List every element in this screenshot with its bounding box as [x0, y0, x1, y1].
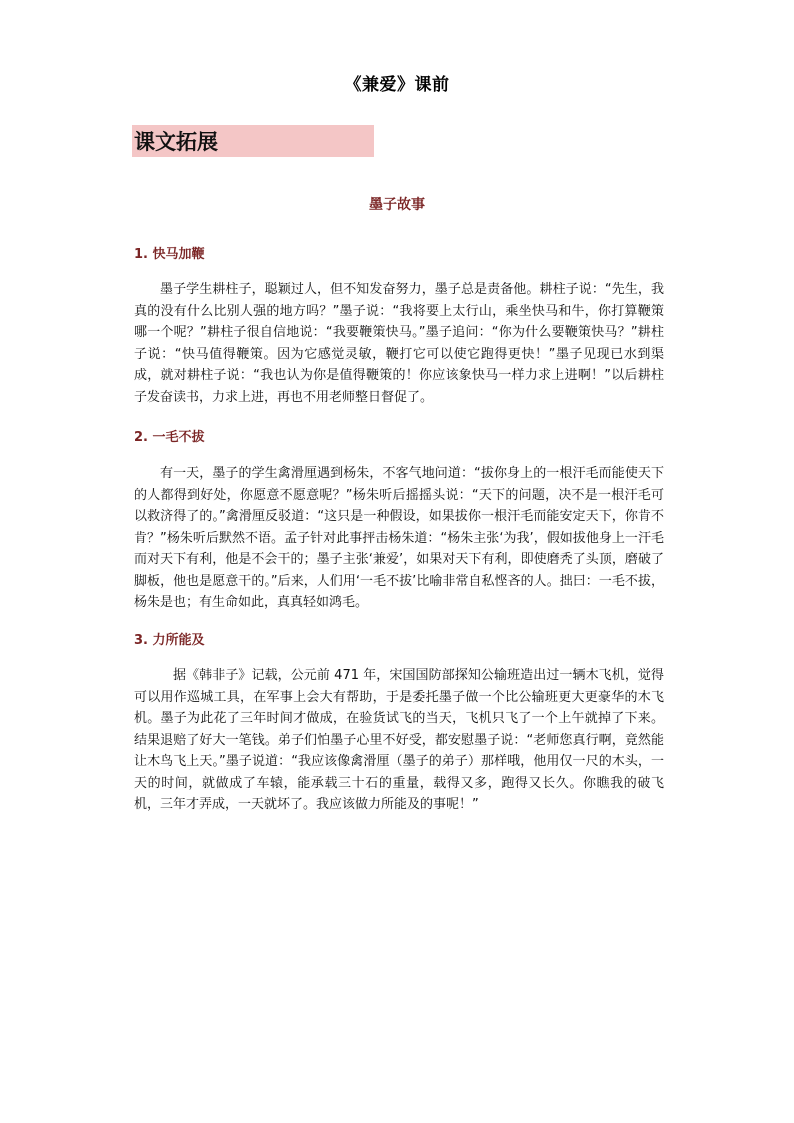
- section-paragraph-3: 据《韩非子》记载，公元前 471 年，宋国国防部探知公输班造出过一辆木飞机，觉得可以用作巡城工具，在军事上会大有帮助，于是委托墨子做一个比公输班更大更豪华的木飞机。墨子为此花了三年时间才做成，在验货试飞的当天，飞机只飞了一个上午就掉了下来。结果退赔了好大一笔钱。弟子们怕墨子心里不好受，都安慰墨子说：“老师您真行啊，竟然能让木鸟飞上天。”墨子说道：“我应该像禽滑厘（墨子的弟子）那样哦，他用仅一尺的木头，一天的时间，就做成了车辕，能承载三十石的重量，载得又多，跑得又长久。你瞧我的破飞机，三年才弄成，一天就坏了。我应该做力所能及的事呢！”: [134, 668, 664, 812]
- section-heading-2: 2. 一毛不拔: [134, 430, 205, 445]
- section-heading-1: 1. 快马加鞭: [134, 247, 205, 262]
- section-paragraph-1: 墨子学生耕柱子，聪颖过人，但不知发奋努力，墨子总是责备他。耕柱子说：“先生，我真的没有什么比别人强的地方吗？”墨子说：“我将要上太行山，乘坐快马和牛，你打算鞭策哪一个呢？”耕柱子很自信地说：“我要鞭策快马。”墨子追问：“你为什么要鞭策快马？”耕柱子说：“快马值得鞭策。因为它感觉灵敏，鞭打它可以使它跑得更快！”墨子见现已水到渠成，就对耕柱子说：“我也认为你是值得鞭策的！你应该象快马一样力求上进啊！”以后耕柱子发奋读书，力求上进，再也不用老师整日督促了。: [134, 282, 664, 405]
- section-paragraph-2: 有一天，墨子的学生禽滑厘遇到杨朱，不客气地问道：“拔你身上的一根汗毛而能使天下的人都得到好处，你愿意不愿意呢？”杨朱听后摇摇头说：“天下的问题，决不是一根汗毛可以救济得了的。”禽滑厘反驳道：“这只是一种假设，如果拔你一根汗毛而能安定天下，你肯不肯？”杨朱听后默然不语。孟子针对此事抨击杨朱道：“杨朱主张‘为我’，假如拔他身上一汗毛而对天下有利，他是不会干的；墨子主张‘兼爱’，如果对天下有利，即使磨秃了头顶，磨破了脚板，他也是愿意干的。”后来，人们用‘一毛不拔’比喻非常自私悭吝的人。拙曰：一毛不拔，杨朱是也；有生命如此，真真轻如鸿毛。: [134, 466, 664, 610]
- section-heading-3: 3. 力所能及: [134, 633, 205, 648]
- story-title: 墨子故事: [369, 197, 425, 213]
- page-title: 《兼爱》课前: [344, 75, 450, 95]
- section-banner-label: 课文拓展: [134, 129, 218, 154]
- section-banner: [132, 125, 374, 157]
